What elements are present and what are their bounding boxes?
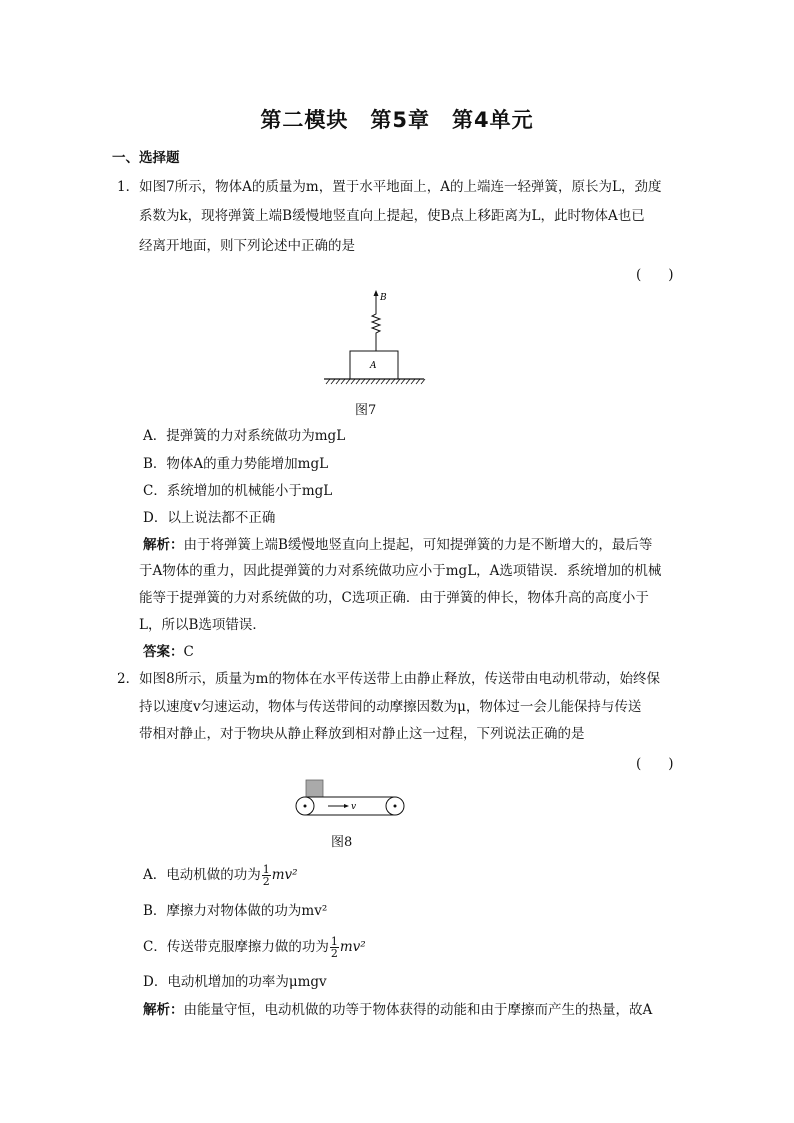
q2-option-a: A．电动机做的功为 $\frac{1}{2}$ mv² xyxy=(143,863,298,888)
figure-8-conveyor-belt xyxy=(290,778,410,820)
q1-answer xyxy=(143,643,194,661)
analysis-text: 由能量守恒，电动机做的功等于物体获得的动能和由于摩擦而产生的热量，故A xyxy=(183,1002,653,1018)
q2-answer-bracket: ( ) xyxy=(636,756,674,772)
q1-option-b: B．物体A的重力势能增加mgL xyxy=(143,456,329,472)
fig7-label-a: A xyxy=(370,361,377,371)
q1-analysis-line-2: 于A物体的重力，因此提弹簧的力对系统做功应小于mgL，A选项错误．系统增加的机械 xyxy=(139,563,662,579)
q1-answer-bracket: ( ) xyxy=(636,267,674,283)
fig7-label-b: B xyxy=(380,293,387,303)
section-heading: 一、选择题 xyxy=(112,150,180,166)
spring-pull-arrowhead xyxy=(374,290,379,296)
q1-option-c: C．系统增加的机械能小于mgL xyxy=(143,483,333,499)
q2-option-c: C．传送带克服摩擦力做的功为 $\frac{1}{2}$ mv² xyxy=(143,935,366,960)
q1-stem-line-3: 经离开地面，则下列论述中正确的是 xyxy=(139,238,355,254)
answer-value: C xyxy=(183,644,194,660)
figure-7-caption: 图7 xyxy=(355,403,377,418)
object-block xyxy=(306,780,323,797)
figure-7-spring-block xyxy=(318,288,430,388)
fraction-one-half: $\frac{1}{2}$ xyxy=(330,935,338,960)
fraction-one-half: $\frac{1}{2}$ xyxy=(262,863,270,888)
q2-stem-line-2: 持以速度v匀速运动，物体与传送带间的动摩擦因数为μ，物体过一会儿能保持与传送 xyxy=(139,699,642,715)
analysis-text: 由于将弹簧上端B缓慢地竖直向上提起，可知提弹簧的力是不断增大的，最后等 xyxy=(183,537,653,553)
q1-analysis-line-4: L，所以B选项错误． xyxy=(139,617,266,633)
q1-analysis-line-1 xyxy=(143,536,652,554)
q2-stem-line-3: 带相对静止，对于物块从静止释放到相对静止这一过程，下列说法正确的是 xyxy=(139,726,585,742)
page-title: 第二模块 第5章 第4单元 xyxy=(260,108,534,132)
velocity-arrowhead xyxy=(344,804,349,808)
q2-analysis-line-1 xyxy=(143,1001,652,1019)
fig8-label-v: v xyxy=(351,802,357,812)
analysis-label: 解析： xyxy=(143,537,184,553)
analysis-label: 解析： xyxy=(143,1002,184,1018)
ground-hatching xyxy=(326,379,425,384)
q1-stem-line-2: 系数为k，现将弹簧上端B缓慢地竖直向上提起，使B点上移距离为L，此时物体A也已 xyxy=(139,208,645,224)
answer-label: 答案： xyxy=(143,644,184,660)
q2-stem-line-1: 2．如图8所示，质量为m的物体在水平传送带上由静止释放，传送带由电动机带动，始终保 xyxy=(117,671,660,687)
q2-option-d: D．电动机增加的功率为μmgv xyxy=(143,974,327,990)
q1-analysis-line-3: 能等于提弹簧的力对系统做的功，C选项正确．由于弹簧的伸长，物体升高的高度小于 xyxy=(139,590,649,606)
q1-option-d: D．以上说法都不正确 xyxy=(143,510,276,526)
q2-option-b: B．摩擦力对物体做的功为mv² xyxy=(143,903,328,919)
q1-stem-line-1: 1．如图7所示，物体A的质量为m，置于水平地面上，A的上端连一轻弹簧，原长为L，劲度 xyxy=(117,179,662,195)
q1-option-a: A．提弹簧的力对系统做功为mgL xyxy=(143,428,346,444)
figure-8-caption: 图8 xyxy=(331,835,353,850)
spring-icon xyxy=(372,312,380,351)
